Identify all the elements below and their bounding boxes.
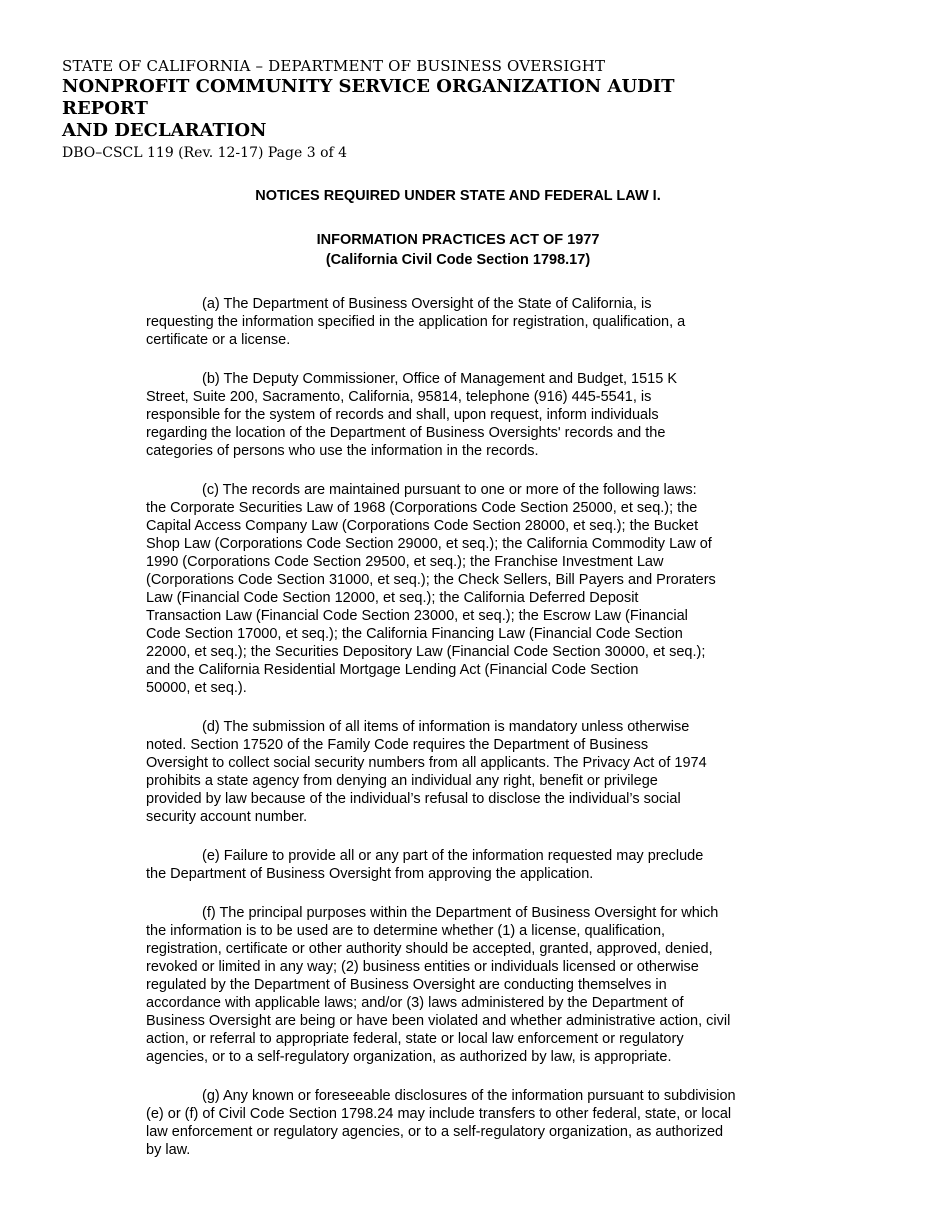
act-title: INFORMATION PRACTICES ACT OF 1977 — [316, 232, 600, 248]
paragraph-f-text: (f) The principal purposes within the Department of Business Oversight for which the information is to be used are to determine whether (1) a license, qualification, registration, certificate or other authority should be accepted, granted, approved, denied, revoked or limited in any way; (2) business entities or individuals licensed or otherwise regulated by the Department of Business Oversight are conducting themselves in accordance with applicable laws; and/or (3) laws administered by the Department of Business Oversight are being or have been violated and whether administrative action, civil action, or referral to appropriate federal, state or local law enforcement or regulatory agencies, or to a self-regulatory organization, as authorized by law, is appropriate. — [146, 905, 731, 1065]
notices-heading: NOTICES REQUIRED UNDER STATE AND FEDERAL LAW I. — [255, 188, 661, 204]
paragraph-e — [146, 847, 780, 883]
form-title-line-2: AND DECLARATION — [62, 120, 267, 141]
paragraph-g-text: (g) Any known or foreseeable disclosures of the information pursuant to subdivision (e) or (f) of Civil Code Section 1798.24 may include transfers to other federal, state, or local law enforcement or regulatory agencies, or to a self-regulatory organization, as authorized by law. — [146, 1088, 736, 1158]
paragraph-c — [146, 481, 780, 697]
notice-body — [146, 295, 780, 1180]
form-title-line-1: NONPROFIT COMMUNITY SERVICE ORGANIZATION AUDIT REPORT — [62, 76, 675, 119]
paragraph-c-text: (c) The records are maintained pursuant to one or more of the following laws: the Corporate Securities Law of 1968 (Corporations Code Section 25000, et seq.); the Capital Access Company Law (Corporations Code Section 28000, et seq.); the Bucket Shop Law (Corporations Code Section 29000, et seq.); the California Commodity Law of 1990 (Corporations Code Section 29500, et seq.); the Franchise Investment Law (Corporations Code Section 31000, et seq.); the Check Sellers, Bill Payers and Proraters Law (Financial Code Section 12000, et seq.); the California Deferred Deposit Transaction Law (Financial Code Section 23000, et seq.); the Escrow Law (Financial Code Section 17000, et seq.); the California Financing Law (Financial Code Section 22000, et seq.); the Securities Depository Law (Financial Code Section 30000, et seq.); and the California Residential Mortgage Lending Act (Financial Code Section 50000, et seq.). — [146, 482, 716, 696]
form-number: DBO–CSCL 119 (Rev. 12-17) Page 3 of 4 — [62, 145, 348, 161]
paragraph-d-text: (d) The submission of all items of information is mandatory unless otherwise noted. Section 17520 of the Family Code requires the Department of Business Oversight to collect social security numbers from all applicants. The Privacy Act of 1974 prohibits a state agency from denying an individual any right, benefit or privilege provided by law because of the individual’s refusal to disclose the individual’s social security account number. — [146, 719, 707, 825]
form-header — [62, 56, 762, 163]
paragraph-g — [146, 1087, 780, 1159]
paragraph-a-text: (a) The Department of Business Oversight of the State of California, is requesting the information specified in the application for registration, qualification, a certificate or a license. — [146, 296, 686, 348]
paragraph-e-text: (e) Failure to provide all or any part of the information requested may preclude the Department of Business Oversight from approving the application. — [146, 848, 704, 882]
paragraph-b-text: (b) The Deputy Commissioner, Office of Management and Budget, 1515 K Street, Suite 200, Sacramento, California, 95814, telephone (916) 445-5541, is responsible for the system of records and shall, upon request, inform individuals regarding the location of the Department of Business Oversights' records and the categories of persons who use the information in the records. — [146, 371, 678, 459]
act-citation: (California Civil Code Section 1798.17) — [325, 252, 591, 268]
paragraph-a — [146, 295, 780, 349]
paragraph-b — [146, 370, 780, 460]
paragraph-f — [146, 904, 780, 1066]
agency-name: STATE OF CALIFORNIA – DEPARTMENT OF BUSINESS OVERSIGHT — [62, 57, 606, 75]
paragraph-d — [146, 718, 780, 826]
